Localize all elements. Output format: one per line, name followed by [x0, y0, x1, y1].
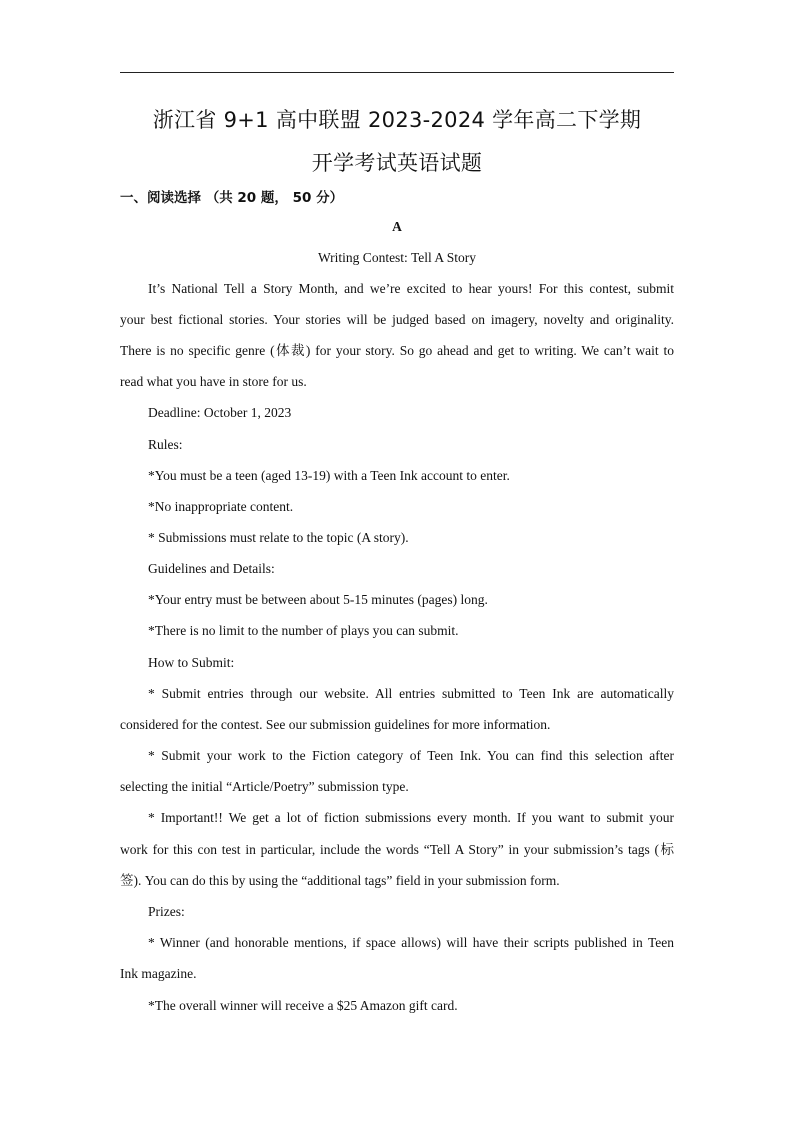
passage-line: There is no specific genre (体裁) for your story. So go ahead and get to writing. We can’t wait to	[120, 343, 674, 358]
passage-line: Prizes:	[148, 904, 185, 919]
passage-line: * Submissions must relate to the topic (A story).	[148, 530, 409, 545]
passage-line: *Your entry must be between about 5-15 minutes (pages) long.	[148, 592, 488, 607]
passage-line: considered for the contest. See our submission guidelines for more information.	[120, 717, 551, 732]
passage-line: *There is no limit to the number of plays you can submit.	[148, 623, 459, 638]
passage-line: Rules:	[148, 437, 183, 452]
passage-line: * Important!! We get a lot of fiction submissions every month. If you want to submit your	[148, 810, 674, 825]
passage-line: * Submit entries through our website. All entries submitted to Teen Ink are automatically	[148, 686, 674, 701]
section-heading: 一、阅读选择 （共 20 题， 50 分）	[120, 190, 344, 206]
passage-line: selecting the initial “Article/Poetry” submission type.	[120, 779, 409, 794]
header-rule	[120, 72, 674, 73]
passage-line: work for this con test in particular, include the words “Tell A Story” in your submission’s tags (标	[120, 842, 674, 857]
passage-line: *No inappropriate content.	[148, 499, 294, 514]
exam-title: 浙江省 9+1 高中联盟 2023-2024 学年高二下学期	[152, 108, 642, 132]
passage-line: read what you have in store for us.	[120, 374, 307, 389]
passage-line: 签). You can do this by using the “additional tags” field in your submission form.	[120, 873, 560, 888]
passage-line: * Submit your work to the Fiction category of Teen Ink. You can find this selection after	[148, 748, 674, 763]
passage-line: *The overall winner will receive a $25 Amazon gift card.	[148, 998, 458, 1013]
passage-line: Ink magazine.	[120, 966, 197, 981]
passage-line: your best fictional stories. Your stories will be judged based on imagery, novelty and originality.	[120, 312, 674, 327]
passage-line: Guidelines and Details:	[148, 561, 275, 576]
passage-line: *You must be a teen (aged 13-19) with a Teen Ink account to enter.	[148, 468, 510, 483]
passage-line: How to Submit:	[148, 655, 235, 670]
passage-title: Writing Contest: Tell A Story	[317, 250, 477, 265]
exam-subtitle: 开学考试英语试题	[311, 151, 483, 175]
passage-line: * Winner (and honorable mentions, if space allows) will have their scripts published in Teen	[148, 935, 674, 950]
passage-line: It’s National Tell a Story Month, and we’re excited to hear yours! For this contest, submit	[148, 281, 674, 296]
passage-line: Deadline: October 1, 2023	[148, 405, 292, 420]
passage-letter: A	[392, 219, 402, 234]
